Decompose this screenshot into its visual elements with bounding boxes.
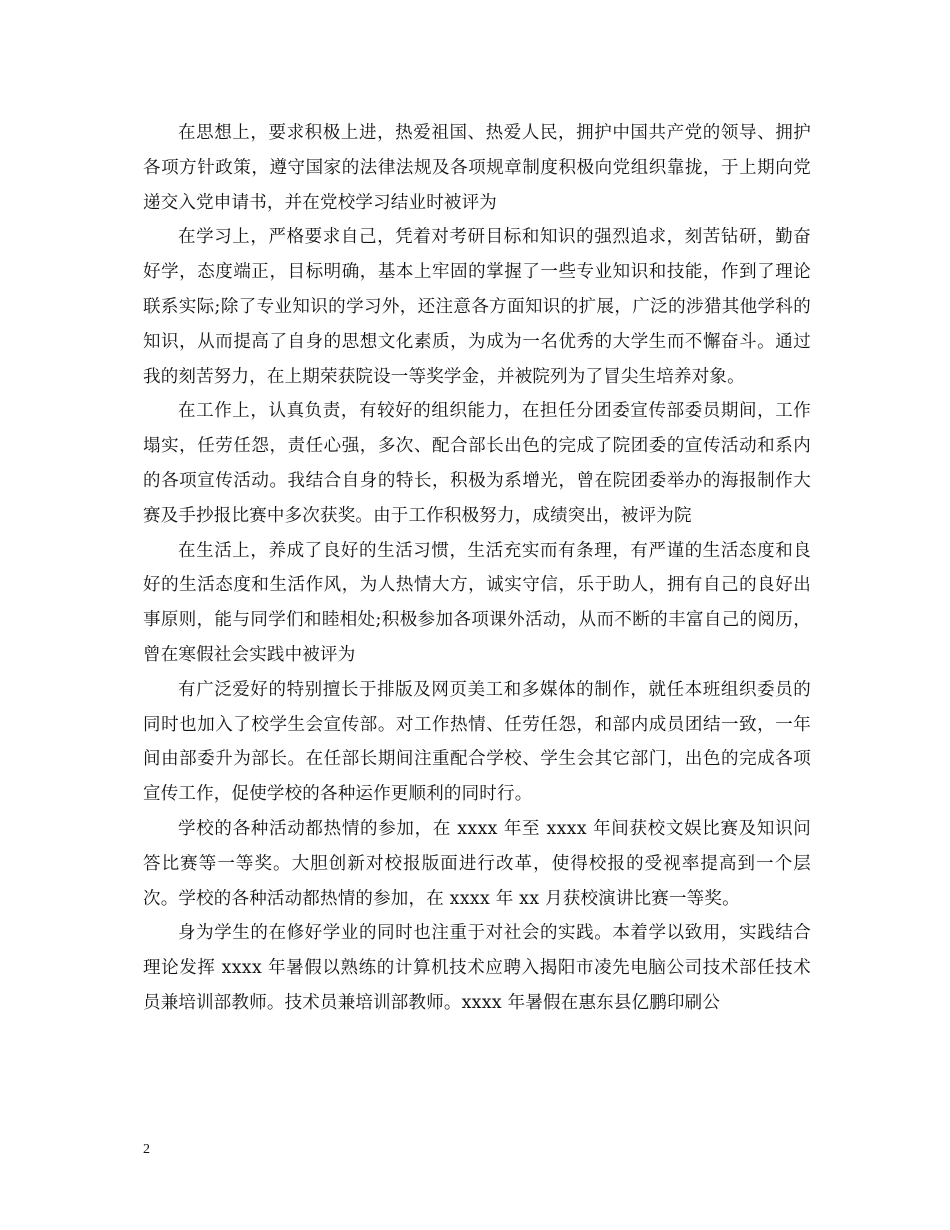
paragraph-ideology: 在思想上，要求积极上进，热爱祖国、热爱人民，拥护中国共产党的领导、拥护各项方针政策，遵守国家的法律法规及各项规章制度积极向党组织靠拢，于上期向党递交入党申请书，并在党校学习结业时被评为 xyxy=(143,123,811,213)
paragraph-social-practice: 身为学生的在修好学业的同时也注重于对社会的实践。本着学以致用，实践结合理论发挥 xxxx 年暑假以熟练的计算机技术应聘入揭阳市凌先电脑公司技术部任技术员兼培训部教师。技术员兼培训部教师。xxxx 年暑假在惠东县亿鹏印刷公 xyxy=(143,923,811,1013)
paragraph-work: 在工作上，认真负责，有较好的组织能力，在担任分团委宣传部委员期间，工作塌实，任劳任怨，责任心强，多次、配合部长出色的完成了院团委的宣传活动和系内的各项宣传活动。我结合自身的特长，积极为系增光，曾在院团委举办的海报制作大赛及手抄报比赛中多次获奖。由于工作积极努力，成绩突出，被评为院 xyxy=(143,401,811,526)
document-body xyxy=(143,116,811,1021)
page-number: 2 xyxy=(143,1142,150,1157)
paragraph-life: 在生活上，养成了良好的生活习惯，生活充实而有条理，有严谨的生活态度和良好的生活态度和生活作风，为人热情大方，诚实守信，乐于助人，拥有自己的良好出事原则，能与同学们和睦相处;积极参加各项课外活动，从而不断的丰富自己的阅历，曾在寒假社会实践中被评为 xyxy=(143,540,811,665)
paragraph-activities: 学校的各种活动都热情的参加，在 xxxx 年至 xxxx 年间获校文娱比赛及知识问答比赛等一等奖。大胆创新对校报版面进行改革，使得校报的受视率提高到一个层次。学校的各种活动都热情的参加，在 xxxx 年 xx 月获校演讲比赛一等奖。 xyxy=(143,818,811,909)
paragraph-hobbies: 有广泛爱好的特别擅长于排版及网页美工和多媒体的制作，就任本班组织委员的同时也加入了校学生会宣传部。对工作热情、任劳任怨，和部内成员团结一致，一年间由部委升为部长。在任部长期间注重配合学校、学生会其它部门，出色的完成各项宣传工作，促使学校的各种运作更顺利的同时行。 xyxy=(143,679,811,805)
paragraph-study: 在学习上，严格要求自己，凭着对考研目标和知识的强烈追求，刻苦钻研，勤奋好学，态度端正，目标明确，基本上牢固的掌握了一些专业知识和技能，作到了理论联系实际;除了专业知识的学习外，还注意各方面知识的扩展，广泛的涉猎其他学科的知识，从而提高了自身的思想文化素质，为成为一名优秀的大学生而不懈奋斗。通过我的刻苦努力，在上期荣获院设一等奖学金，并被院列为了冒尖生培养对象。 xyxy=(143,227,811,387)
